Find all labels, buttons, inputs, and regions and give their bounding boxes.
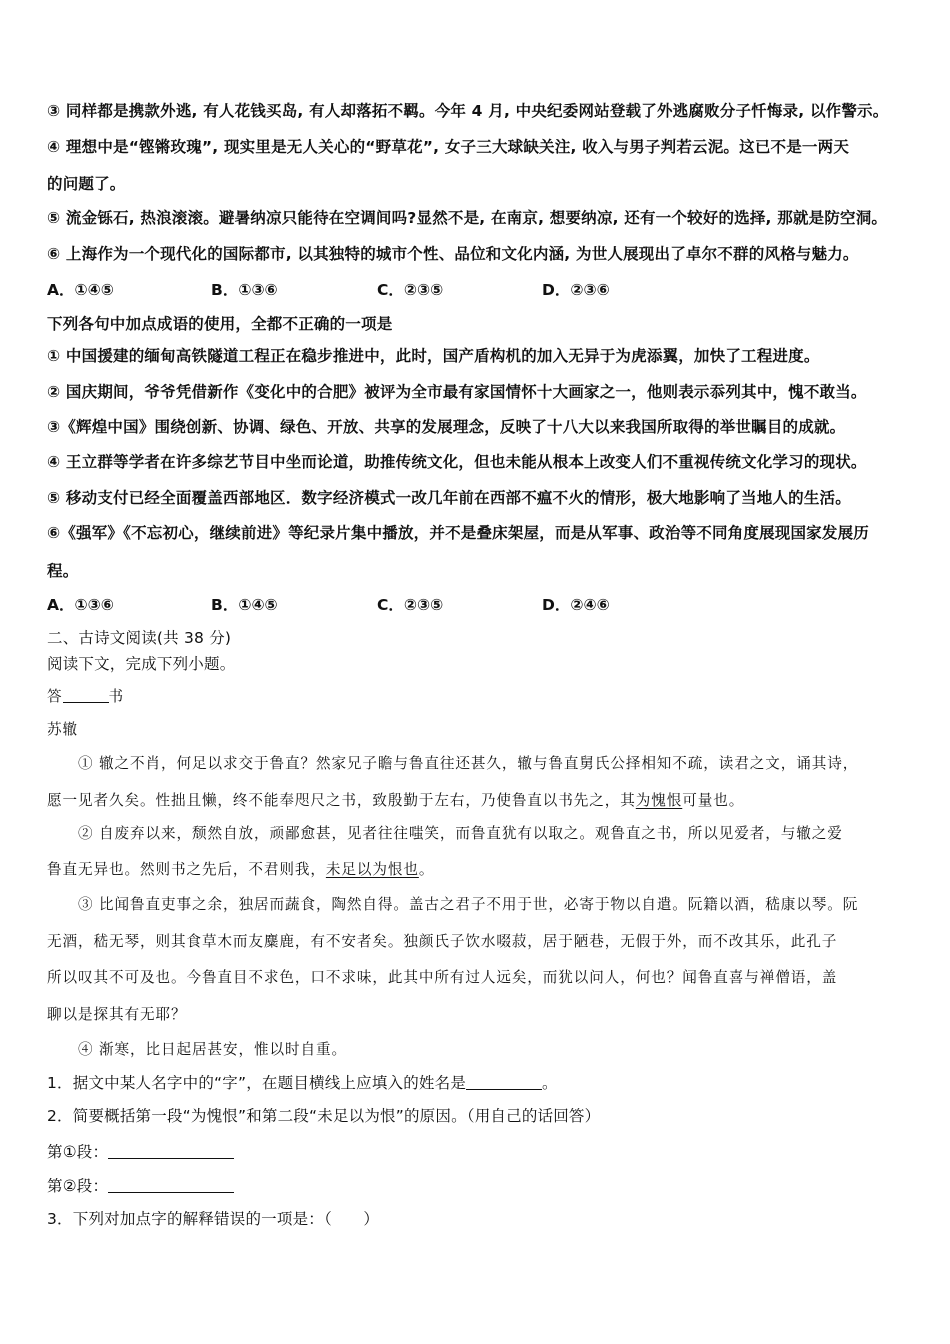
- passage-para-3-cont-3: 聊以是探其有无耶？: [47, 1006, 187, 1023]
- idiom-sentence-6-cont: 程。: [47, 562, 79, 580]
- question-3: 3．下列对加点字的解释错误的一项是：（ ）: [47, 1210, 380, 1228]
- answer-line-1: 第①段：: [47, 1142, 234, 1162]
- option-b[interactable]: B．①④⑤: [211, 596, 278, 614]
- passage-para-4: ④ 渐寒，比日起居甚安，惟以时自重。: [78, 1041, 347, 1058]
- answer-blank[interactable]: [108, 1178, 234, 1193]
- underlined-phrase: 为愧恨: [635, 792, 683, 809]
- sentence-5: ⑤ 流金铄石, 热浪滚滚。避暑纳凉只能待在空调间吗?显然不是, 在南京, 想要纳凉, 还有一个较好的选择, 那就是防空洞。: [47, 209, 888, 227]
- idiom-sentence-5: ⑤ 移动支付已经全面覆盖西部地区．数字经济模式一改几年前在西部不瘟不火的情形，极大地影响了当地人的生活。: [47, 489, 851, 507]
- option-d[interactable]: D．②③⑥: [542, 281, 610, 299]
- option-b[interactable]: B．①③⑥: [211, 281, 278, 299]
- passage-para-2: ② 自废弃以来，颓然自放，顽鄙愈甚，见者往往嗤笑，而鲁直犹有以取之。观鲁直之书，所以见爱者，与辙之爱: [78, 825, 843, 842]
- option-a[interactable]: A．①③⑥: [47, 596, 114, 614]
- sentence-4: ④ 理想中是“铿锵玫瑰”, 现实里是无人关心的“野草花”, 女子三大球缺关注, 收入与男子判若云泥。这已不是一两天: [47, 138, 850, 156]
- passage-author: 苏辙: [47, 721, 78, 738]
- title-blank[interactable]: [63, 688, 109, 703]
- option-d[interactable]: D．②④⑥: [542, 596, 610, 614]
- idiom-sentence-3: ③《辉煌中国》围绕创新、协调、绿色、开放、共享的发展理念，反映了十八大以来我国所取得的举世瞩目的成就。: [47, 418, 846, 436]
- idiom-sentence-1: ① 中国援建的缅甸高铁隧道工程正在稳步推进中，此时，国产盾构机的加入无异于为虎添翼，加快了工程进度。: [47, 347, 820, 365]
- sentence-4-cont: 的问题了。: [47, 175, 126, 193]
- idiom-sentence-4: ④ 王立群等学者在许多综艺节目中坐而论道，助推传统文化，但也未能从根本上改变人们不重视传统文化学习的现状。: [47, 453, 867, 471]
- answer-blank[interactable]: [108, 1144, 234, 1159]
- idiom-sentence-6: ⑥《强军》《不忘初心，继续前进》等纪录片集中播放，并不是叠床架屋，而是从军事、政治等不同角度展现国家发展历: [47, 524, 869, 542]
- passage-para-3: ③ 比闻鲁直吏事之余，独居而蔬食，陶然自得。盖古之君子不用于世，必寄于物以自遣。阮籍以酒，嵇康以琴。阮: [78, 896, 859, 913]
- passage-para-3-cont-1: 无酒，嵇无琴，则其食草木而友麋鹿，有不安者矣。独颜氏子饮水啜菽，居于陋巷，无假于外，而不改其乐，此孔子: [47, 933, 838, 950]
- reading-instruction: 阅读下文，完成下列小题。: [47, 655, 236, 673]
- question-2: 2．简要概括第一段“为愧恨”和第二段“未足以为恨”的原因。（用自己的话回答）: [47, 1107, 601, 1125]
- passage-para-1-cont: 愿一见者久矣。性拙且懒，终不能奉咫尺之书，致殷勤于左右，乃使鲁直以书先之，其为愧恨可量也。: [47, 792, 745, 809]
- passage-para-1: ① 辙之不肖，何足以求交于鲁直？然家兄子瞻与鲁直往还甚久，辙与鲁直舅氏公择相知不疏，读君之文，诵其诗，: [78, 755, 859, 772]
- option-c[interactable]: C．②③⑤: [377, 596, 444, 614]
- passage-title: 答 书: [47, 688, 124, 705]
- option-a[interactable]: A．①④⑤: [47, 281, 114, 299]
- passage-para-3-cont-2: 所以叹其不可及也。今鲁直目不求色，口不求味，此其中所有过人远矣，而犹以问人，何也？闻鲁直喜与禅僧语，盖: [47, 969, 838, 986]
- sentence-3: ③ 同样都是携款外逃, 有人花钱买岛, 有人却落拓不羁。今年 4 月, 中央纪委网站登载了外逃腐败分子忏悔录, 以作警示。: [47, 102, 889, 120]
- answer-blank[interactable]: [466, 1075, 542, 1090]
- option-c[interactable]: C．②③⑤: [377, 281, 444, 299]
- sentence-6: ⑥ 上海作为一个现代化的国际都市, 以其独特的城市个性、品位和文化内涵, 为世人展现出了卓尔不群的风格与魅力。: [47, 245, 859, 263]
- underlined-phrase: 未足以为恨也: [325, 861, 419, 878]
- section-heading: 二、古诗文阅读(共 38 分): [47, 629, 232, 647]
- idiom-sentence-2: ② 国庆期间，爷爷凭借新作《变化中的合肥》被评为全市最有家国情怀十大画家之一，他则表示忝列其中，愧不敢当。: [47, 383, 867, 401]
- question-1: 1．据文中某人名字中的“字”，在题目横线上应填入的姓名是 。: [47, 1074, 558, 1092]
- passage-para-2-cont: 鲁直无异也。然则书之先后，不君则我，未足以为恨也。: [47, 861, 435, 878]
- answer-line-2: 第②段：: [47, 1176, 234, 1196]
- idiom-question-stem: 下列各句中加点成语的使用，全都不正确的一项是: [47, 315, 393, 333]
